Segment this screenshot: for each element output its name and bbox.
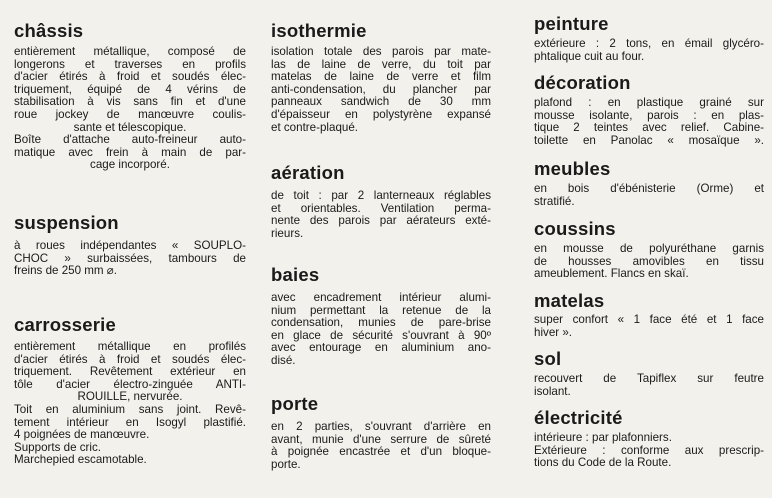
body-line: stabilisation à vis sans fin et d'une (14, 95, 246, 109)
section-suspension (14, 212, 246, 278)
section-heading: matelas (534, 290, 605, 311)
body-line: d'acier étirés à froid et soudés élec- (14, 352, 246, 366)
section-electricite (534, 407, 764, 470)
body-line: panneaux sandwich de 30 mm (271, 95, 491, 109)
body-line: entièrement métallique, composé de (14, 45, 246, 58)
body-line: d'acier étirés à froid et soudés élec- (14, 70, 246, 84)
section-carrosserie (14, 314, 246, 467)
body-line: ROUILLE, nervurée. (77, 390, 183, 404)
body-line: mousse isolante, parois : en plas- (534, 108, 764, 122)
section-porte (271, 393, 491, 471)
body-line: porte. (271, 457, 301, 471)
section-meubles (534, 158, 764, 208)
section-heading: décoration (534, 72, 631, 93)
section-heading: châssis (14, 20, 84, 41)
body-line: Extérieure : conforme aux prescrip- (534, 443, 764, 457)
body-line: longerons et traverses en profils (14, 57, 246, 71)
body-line: disé. (271, 353, 296, 367)
body-line: freins de 250 mm ⌀. (14, 264, 117, 278)
section-matelas (534, 290, 764, 339)
body-line: isolation totale des parois par mate- (271, 45, 491, 58)
body-line: roue jockey de manœuvre coulis- (14, 107, 246, 121)
body-line: triquement, équipé de 4 vérins de (14, 82, 246, 96)
section-heading: suspension (14, 212, 119, 233)
body-line: plafond : en plastique grainé sur (534, 96, 764, 109)
body-line: en bois d'ébénisterie (Orme) et (534, 182, 764, 195)
section-heading: porte (271, 393, 319, 414)
section-heading: électricité (534, 407, 623, 428)
body-line: matique avec frein à main de par- (14, 145, 246, 159)
body-line: d'épaisseur en polystyrène expansé (271, 107, 491, 121)
body-line: tique 2 teintes avec relief. Cabine- (534, 121, 764, 135)
body-line: tement intérieur en Isogyl plastifié. (14, 415, 246, 429)
section-decoration (534, 72, 764, 147)
body-line: anti-condensation, du plancher par (271, 82, 491, 96)
body-line: Boîte d'attache auto-freineur auto- (14, 133, 246, 147)
body-line: ameublement. Flancs en skaï. (534, 267, 689, 281)
body-line: à poignée encastrée et d'un bloque- (271, 445, 491, 459)
body-line: en mousse de polyuréthane garnis (534, 242, 764, 255)
section-heading: isothermie (271, 20, 367, 41)
body-line: avant, munie d'une serrure de sûreté (271, 432, 491, 446)
body-line: super confort « 1 face été et 1 face (534, 313, 764, 326)
section-aeration (271, 162, 491, 240)
body-line: nente des parois par aérateurs exté- (271, 214, 491, 228)
body-line: Marchepied escamotable. (14, 453, 147, 467)
body-line: rieurs. (271, 226, 304, 240)
section-coussins (534, 218, 764, 281)
section-isothermie (271, 20, 491, 134)
body-line: extérieure : 2 tons, en émail glycéro- (534, 37, 764, 50)
body-line: en glace de sécurité s'ouvrant à 90º (271, 328, 491, 342)
body-line: et orientables. Ventilation perma- (271, 201, 491, 215)
body-line: phtalique cuit au four. (534, 49, 645, 63)
body-line: avec entourage en aluminium ano- (271, 341, 491, 355)
section-heading: peinture (534, 13, 609, 34)
body-line: en 2 parties, s'ouvrant d'arrière en (271, 420, 491, 433)
body-line: matelas de laine de verre et film (271, 70, 491, 84)
body-line: recouvert de Tapiflex sur feutre (534, 372, 764, 385)
body-line: nium permettant la retenue de la (271, 303, 491, 317)
body-line: condensation, munies de pare-brise (271, 316, 491, 330)
body-line: triquement. Revêtement extérieur en (14, 365, 246, 379)
body-line: sante et télescopique. (73, 120, 187, 134)
body-line: tions du Code de la Route. (534, 456, 672, 470)
body-line: de housses amovibles en tissu (534, 254, 764, 268)
section-heading: baies (271, 264, 320, 285)
body-line: Supports de cric. (14, 440, 101, 454)
section-heading: meubles (534, 158, 611, 179)
body-line: Toit en aluminium sans joint. Revê- (14, 402, 246, 416)
body-line: intérieure : par plafonniers. (534, 431, 672, 444)
body-line: CHOC » surbaissées, tambours de (14, 251, 246, 265)
section-sol (534, 348, 764, 398)
body-line: isolant. (534, 384, 571, 398)
body-line: tôle d'acier électro-zinguée ANTI- (14, 377, 246, 391)
body-line: 4 poignées de manœuvre. (14, 428, 150, 442)
section-heading: coussins (534, 218, 616, 239)
section-heading: carrosserie (14, 314, 116, 335)
body-line: de toit : par 2 lanterneaux réglables (271, 189, 491, 202)
body-line: hiver ». (534, 325, 573, 339)
body-line: entièrement métallique en profilés (14, 340, 246, 353)
section-peinture (534, 13, 764, 63)
body-line: à roues indépendantes « SOUPLO- (14, 239, 246, 252)
section-heading: aération (271, 162, 345, 183)
body-line: stratifié. (534, 194, 575, 208)
section-baies (271, 264, 491, 368)
body-line: las de laine de verre, du toit par (271, 57, 491, 71)
section-heading: sol (534, 348, 562, 369)
section-chassis (14, 20, 246, 172)
body-line: toilette en Panolac « mosaïque ». (534, 133, 764, 147)
body-line: cage incorporé. (90, 158, 170, 172)
body-line: et contre-plaqué. (271, 120, 359, 134)
body-line: avec encadrement intérieur alumi- (271, 291, 491, 304)
